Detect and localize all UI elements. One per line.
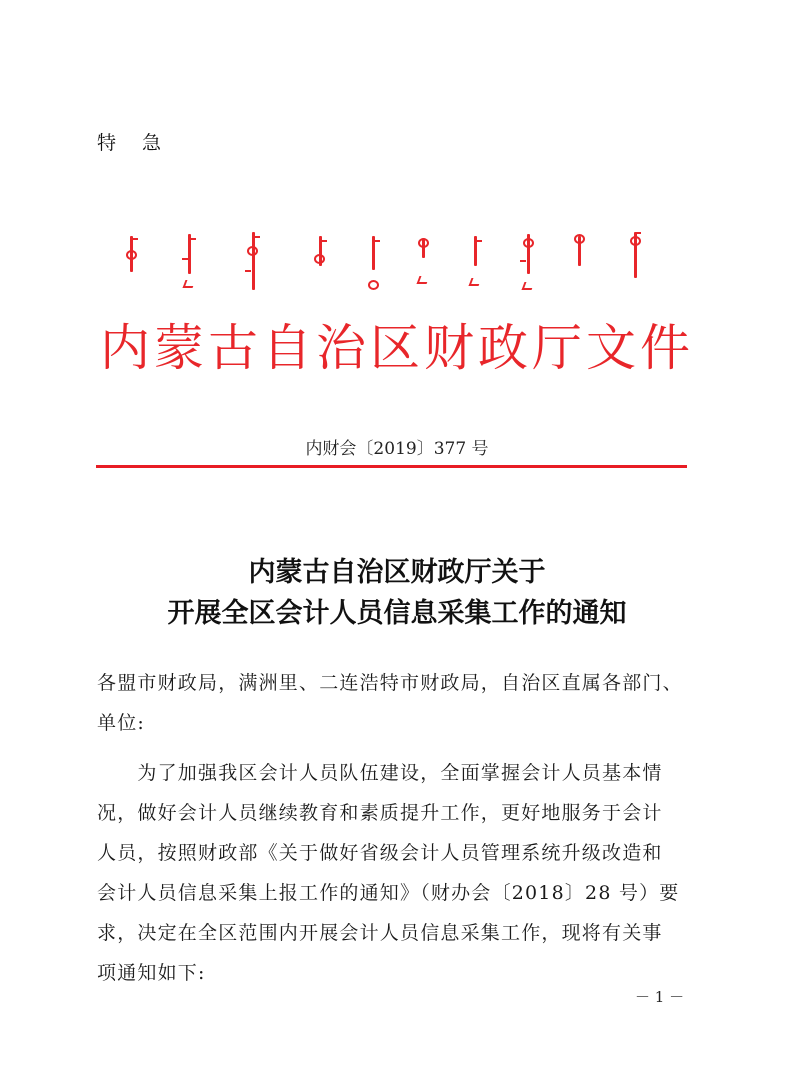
issuer-banner: 内蒙古自治区财政厅文件 <box>100 319 694 377</box>
body-paragraph-line: 项通知如下: <box>97 962 206 984</box>
body-paragraph-line: 人员，按照财政部《关于做好省级会计人员管理系统升级改造和 <box>97 842 663 864</box>
document-title-line-2: 开展全区会计人员信息采集工作的通知 <box>167 598 627 629</box>
page-number: － 1 － <box>635 988 685 1006</box>
body-paragraph-line: 会计人员信息采集上报工作的通知》（财办会〔2018〕28 号）要 <box>97 882 680 904</box>
body-paragraph-line: 况，做好会计人员继续教育和素质提升工作，更好地服务于会计 <box>97 802 663 824</box>
mongolian-script-header <box>100 222 700 302</box>
body-paragraph-line: 求，决定在全区范围内开展会计人员信息采集工作，现将有关事 <box>97 922 663 944</box>
body-line-addressee-cont: 单位: <box>97 712 146 734</box>
body-line-addressee: 各盟市财政局，满洲里、二连浩特市财政局，自治区直属各部门、 <box>97 672 683 694</box>
document-title-line-1: 内蒙古自治区财政厅关于 <box>248 557 546 588</box>
document-number: 内财会〔2019〕377 号 <box>305 439 489 459</box>
red-divider-rule <box>96 465 687 468</box>
urgency-label: 特 急 <box>97 132 172 154</box>
body-paragraph-line: 为了加强我区会计人员队伍建设，全面掌握会计人员基本情 <box>97 762 663 784</box>
